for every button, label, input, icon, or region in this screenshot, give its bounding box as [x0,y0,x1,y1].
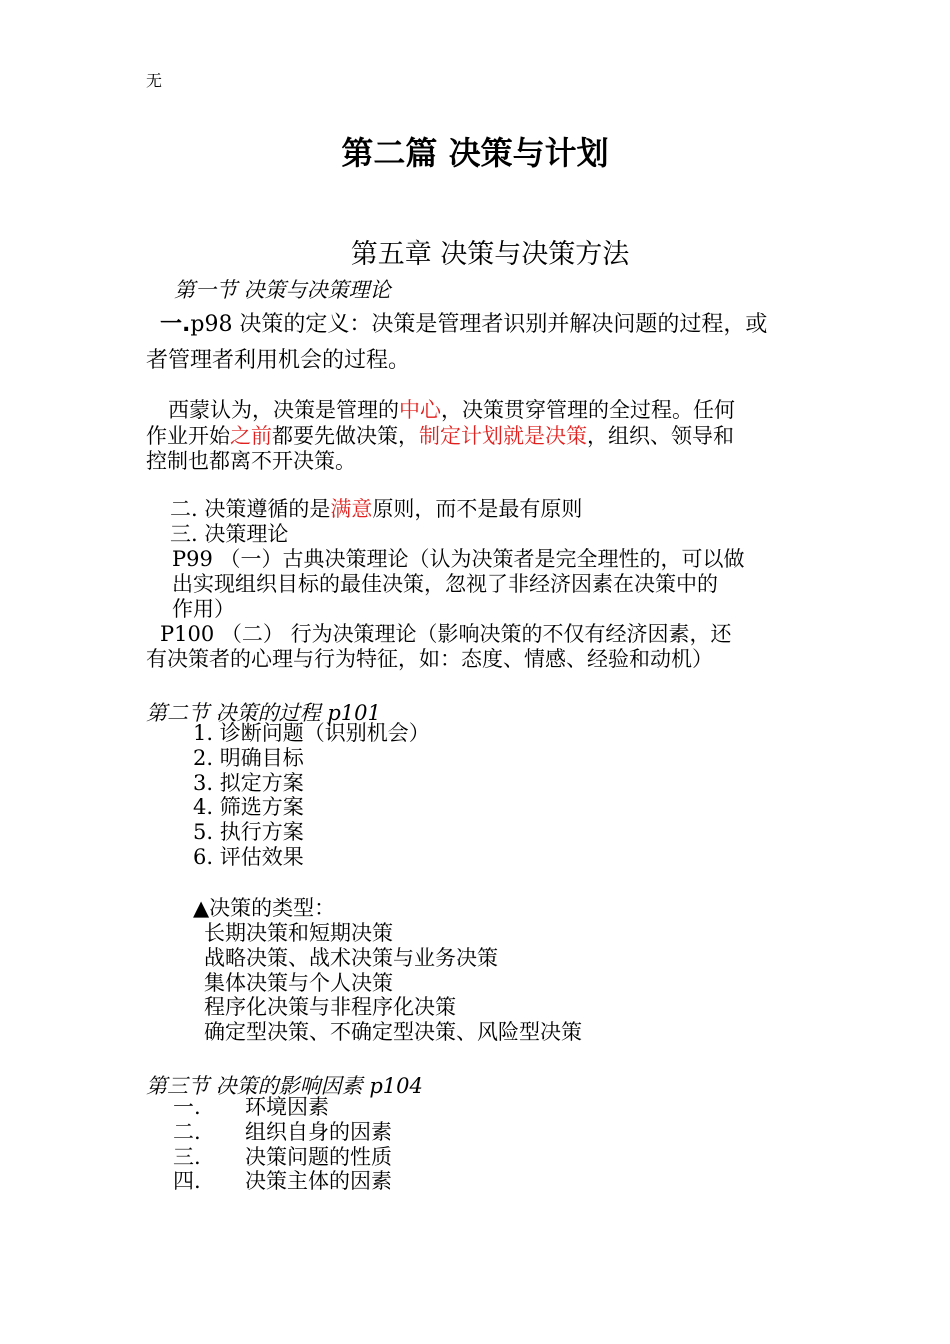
list-item: 长期决策和短期决策 [204,921,393,945]
list-text: 环境因素 [245,1095,329,1119]
item-2 [170,497,582,522]
list-item: 战略决策、战术决策与业务决策 [204,945,498,970]
simon-text: ，决策贯穿管理的全过程。任何 [441,398,735,422]
item-3: 三. 决策理论 [170,522,289,546]
list-item [173,1145,392,1170]
corner-text: 无 [146,71,163,90]
list-text: 组织自身的因素 [245,1119,392,1144]
list-item [173,1169,392,1194]
section-2-title: 第二节 决策的过程 p101 [146,701,381,725]
list-item: 集体决策与个人决策 [204,970,393,995]
list-item: 1. 诊断问题（识别机会） [193,721,430,745]
list-item [173,1120,392,1145]
definition-line-1 [160,312,767,337]
definition-line-2: 者管理者利用机会的过程。 [146,348,411,373]
section-3-title: 第三节 决策的影响因素 p104 [146,1074,423,1098]
highlight-center: 中心 [399,398,441,422]
influence-factors-list [173,1095,392,1194]
decision-types-title: ▲决策的类型： [193,896,336,920]
classical-theory-line-1: P99 （一）古典决策理论（认为决策者是完全理性的，可以做 [172,547,745,571]
item-2-text: 二. 决策遵循的是 [170,497,331,521]
list-item: 4. 筛选方案 [193,795,304,820]
list-number: 一. [173,1095,201,1119]
behavioral-theory-line-2: 有决策者的心理与行为特征，如：态度、情感、经验和动机） [146,647,713,671]
list-text: 决策主体的因素 [245,1169,392,1194]
section-1-title: 第一节 决策与决策理论 [174,278,391,302]
list-number: 三. [173,1144,201,1169]
list-number: 四. [173,1169,201,1194]
highlight-before: 之前 [230,424,272,448]
decision-types-list [204,921,582,1045]
simon-text: 作业开始 [146,424,230,448]
classical-theory-line-3: 作用） [172,597,235,621]
list-item [173,1095,392,1120]
list-item: 2. 明确目标 [193,745,304,770]
part-title: 第二篇 决策与计划 [341,134,609,172]
highlight-satisfaction: 满意 [330,497,373,521]
list-number: 二. [173,1119,201,1144]
list-item: 5. 执行方案 [193,820,304,845]
simon-text: 西蒙认为，决策是管理的 [168,398,399,422]
simon-line-2 [146,424,734,449]
item-2-text: 原则，而不是最有原则 [372,497,583,521]
list-item: 6. 评估效果 [193,844,304,869]
simon-line-1 [168,398,735,423]
simon-text: ，组织、领导和 [587,424,734,448]
item-1-marker: 一. [160,312,191,337]
decision-process-steps [193,721,430,870]
list-text: 决策问题的性质 [245,1144,392,1169]
list-item: 3. 拟定方案 [193,770,304,795]
chapter-title: 第五章 决策与决策方法 [350,239,630,270]
list-item: 程序化决策与非程序化决策 [204,995,456,1020]
behavioral-theory-line-1: P100 （二） 行为决策理论（影响决策的不仅有经济因素，还 [160,622,732,646]
simon-line-3: 控制也都离不开决策。 [146,449,356,473]
definition-text-1: p98 决策的定义：决策是管理者识别并解决问题的过程，或 [190,312,768,337]
list-item: 确定型决策、不确定型决策、风险型决策 [204,1020,582,1045]
classical-theory-line-2: 出实现组织目标的最佳决策，忽视了非经济因素在决策中的 [172,572,718,596]
simon-text: 都要先做决策， [272,424,419,448]
highlight-plan-is-decision: 制定计划就是决策 [419,424,587,448]
